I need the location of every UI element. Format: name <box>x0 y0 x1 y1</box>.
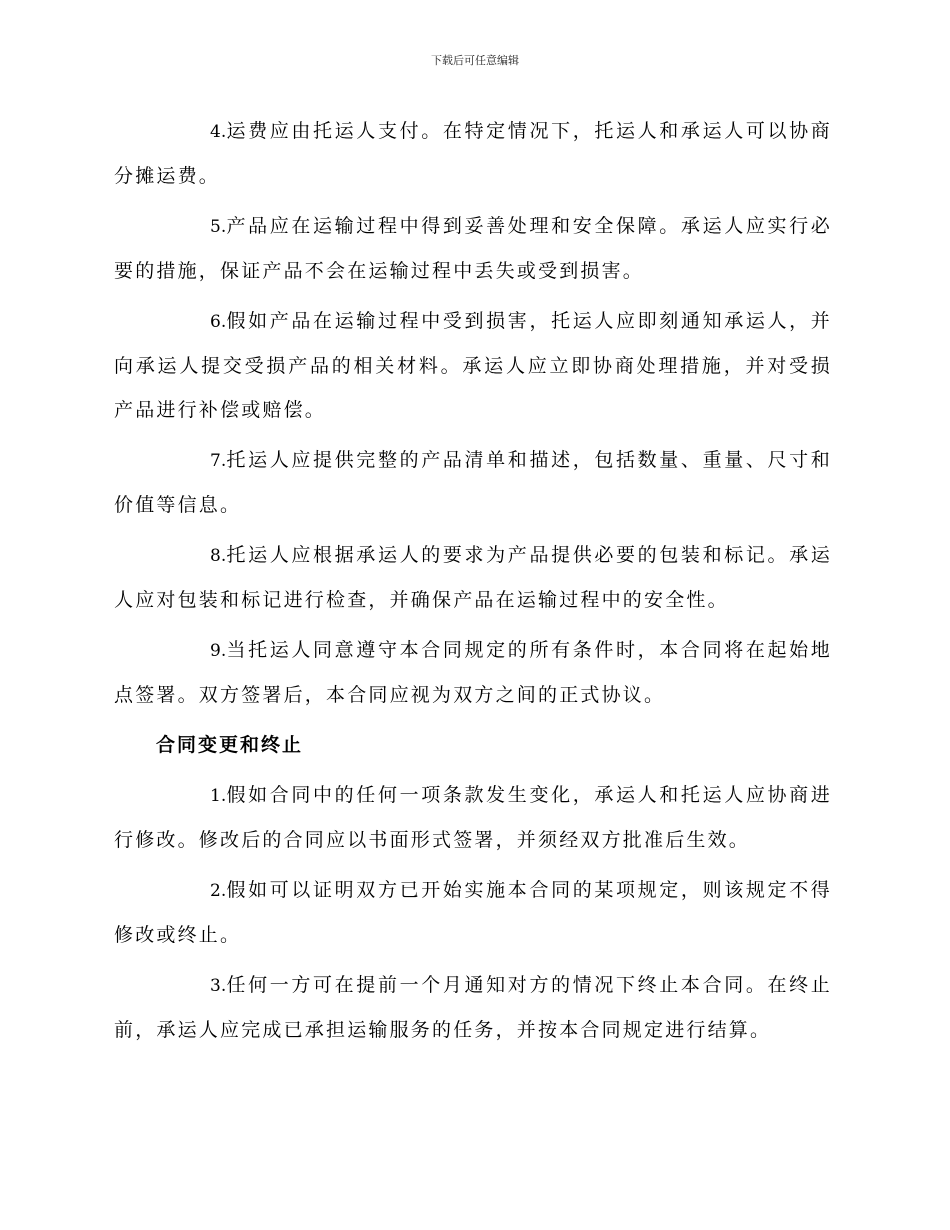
clause-text: 产品应在运输过程中得到妥善处理和安全保障。承运人应实行必要的措施，保证产品不会在运输过程中丢失或受到损害。 <box>114 215 832 282</box>
change-clause-3 <box>114 963 832 1052</box>
change-clause-2 <box>114 868 832 957</box>
section-heading: 合同变更和终止 <box>156 734 304 756</box>
clause-number: 6. <box>210 312 227 332</box>
document-body <box>114 109 832 1058</box>
clause-text: 假如可以证明双方已开始实施本合同的某项规定，则该规定不得修改或终止。 <box>114 879 832 946</box>
clause-5 <box>114 204 832 293</box>
clause-number: 4. <box>210 122 227 142</box>
clause-number: 3. <box>210 976 227 996</box>
clause-text: 托运人应根据承运人的要求为产品提供必要的包装和标记。承运人应对包装和标记进行检查，并确保产品在运输过程中的安全性。 <box>114 544 832 611</box>
clause-number: 2. <box>210 881 227 901</box>
clause-text: 当托运人同意遵守本合同规定的所有条件时，本合同将在起始地点签署。双方签署后，本合同应视为双方之间的正式协议。 <box>114 639 832 706</box>
clause-6 <box>114 299 832 432</box>
clause-text: 任何一方可在提前一个月通知对方的情况下终止本合同。在终止前，承运人应完成已承担运输服务的任务，并按本合同规定进行结算。 <box>114 974 832 1041</box>
clause-4 <box>114 109 832 198</box>
clause-9 <box>114 628 832 717</box>
clause-number: 8. <box>210 546 227 566</box>
clause-text: 假如产品在运输过程中受到损害，托运人应即刻通知承运人，并向承运人提交受损产品的相关材料。承运人应立即协商处理措施，并对受损产品进行补偿或赔偿。 <box>114 310 832 421</box>
clause-7 <box>114 438 832 527</box>
clause-text: 假如合同中的任何一项条款发生变化，承运人和托运人应协商进行修改。修改后的合同应以书面形式签署，并须经双方批准后生效。 <box>114 784 832 851</box>
clause-number: 1. <box>210 786 227 806</box>
clause-number: 9. <box>210 641 227 661</box>
change-clause-1 <box>114 773 832 862</box>
clause-8 <box>114 533 832 622</box>
clause-text: 托运人应提供完整的产品清单和描述，包括数量、重量、尺寸和价值等信息。 <box>114 449 832 516</box>
page-header: 下载后可任意编辑 <box>431 54 519 67</box>
clause-number: 5. <box>210 217 227 237</box>
clause-number: 7. <box>210 451 227 471</box>
clause-text: 运费应由托运人支付。在特定情况下，托运人和承运人可以协商分摊运费。 <box>114 120 832 187</box>
